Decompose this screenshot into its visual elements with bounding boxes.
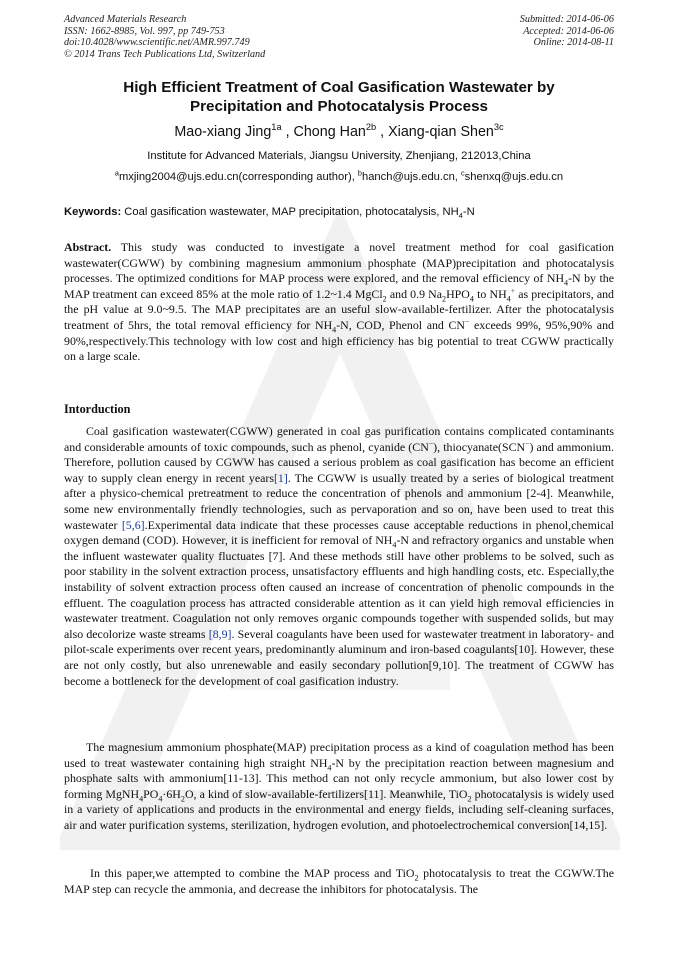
intro-paragraph-3: In this paper,we attempted to combine the MAP process and TiO$_2$ photocatalysis to treat the CGWW.The MAP step can recycle the ammonia, and decrease the inhibitors for photocatalysis. The: [64, 866, 614, 896]
author-3-mark: 3c: [493, 122, 504, 133]
author-3: Xiang-qian Shen: [388, 124, 494, 140]
intro-paragraph-2: The magnesium ammonium phosphate(MAP) precipitation process as a kind of coagulation method has been used to treat wastewater containing high straight $NH_4-N$ by the precipitation reaction between magnesium and phosphate salts with ammonium[11-13]. This method can not only recycle ammonium, but also lower cost by forming $MgNH_4PO_4\cdot 6H_2O$, a kind of slow-available-fertilizers[11]. Meanwhile, TiO$_2$ photocatalysis is widely used in a variety of applications and products in the environmental and energy fields, including self-cleaning surfaces, air and water purification systems, sterilization, hydrogen evolution, and photoelectrochemical conversion[14,15].: [64, 740, 614, 832]
keywords-label: Keywords:: [64, 206, 122, 218]
abstract-label: Abstract.: [64, 240, 112, 254]
abstract: Abstract. This study was conducted to investigate a novel treatment method for coal gasification wastewater(CGWW) by combining magnesium ammonium phosphate (MAP)precipitation and photocatalysis processes. The optimized conditions for MAP process were explored, and the removal efficiency of $NH_4-N$ by the MAP treatment can exceed 85% at the mole ratio of 1.2~1.4 MgCl$_2$ and 0.9 $Na_2HPO_4$ to $NH_4^+$ as precipitators, and the pH value at 9.0~9.5. The MAP precipitates are an useful slow-available-fertilizer. After the photocatalysis treatment of 5hrs, the total removal efficiency for $NH_4-N$, COD, Phenol and CN− exceeds 99%, 95%,90% and 90%,respectively.This technology with low cost and high efficiency has big potential to treat CGWW practically on a large scale.: [64, 240, 614, 364]
citation-link[interactable]: [8,9]: [208, 626, 232, 641]
paper-title: [64, 79, 614, 116]
journal-name: Advanced Materials Research: [64, 14, 187, 25]
citation-link[interactable]: [1]: [273, 470, 288, 485]
issn: ISSN: 1662-8985, Vol. 997, pp 749-753: [64, 25, 225, 37]
accepted-date: Accepted: 2014-06-06: [523, 25, 614, 37]
affiliation: Institute for Advanced Materials, Jiangsu University, Zhenjiang, 212013,China: [147, 150, 531, 162]
email-3: shenxq@ujs.edu.cn: [464, 171, 564, 183]
online-date: Online: 2014-08-11: [533, 37, 614, 49]
title-line-2: Precipitation and Photocatalysis Process: [190, 97, 488, 115]
author-1-mark: 1a: [271, 122, 282, 133]
dates-info: [520, 14, 614, 49]
email-2: hanch@ujs.edu.cn,: [361, 171, 462, 183]
intro-heading: Intorduction: [64, 402, 131, 416]
citation-link[interactable]: [5,6]: [121, 517, 145, 532]
doi: doi:10.4028/www.scientific.net/AMR.997.749: [64, 37, 250, 49]
author-2: Chong Han: [293, 124, 366, 140]
copyright: © 2014 Trans Tech Publications Ltd, Switzerland: [64, 48, 266, 60]
author-1: Mao-xiang Jing: [174, 124, 272, 140]
journal-info: [64, 14, 265, 60]
intro-paragraph-1: Coal gasification wastewater(CGWW) generated in coal gas purification contains complicated contaminants and considerable amounts of toxic compounds, such as phenol, cyanide (CN−), thiocyanate(SCN−) and ammonium. Therefore, pollution caused by CGWW has caused a serious problem as coal gasification has become an efficient way to supply clean energy in recent years[1]. The CGWW is usually treated by a series of biological treatment after a physico-chemical pretreatment to reduce the concentration of phenols and ammonium [2-4]. Meanwhile, some new environmentally friendly technologies, such as pervaporation and so on, have been used to treat this wastewater [5,6].Experimental data indicate that these processes cause acceptable reductions in phenol,chemical oxygen demand (COD). However, it is inefficient for removal of $NH_4-N$ and refractory organics and unstable when the influent wastewater quality fluctuates [7]. And these methods still have other problems to be solved, such as poor stability in the solvent extraction process, unsatisfactory effluents and high handling costs, etc. Especially,the instability of solvent extraction process often caused an increase of concentration of phenolic compounds in the effluent. The coagulation process has attracted considerable attention as it can yield high removal efficiencies in wastewater treatment. Coagulation not only removes organic compounds together with suspended solids, but may also decolorize waste streams [8,9]. Several coagulants have been used for wastewater treatment in laboratory- and pilot-scale experiments over recent years, predominantly aluminum and iron-based coagulants[10]. However, these are not only costly, but also unrenewable and easily secondary pollution[9,10]. The treatment of CGWW has become a bottleneck for the development of coal gasification industry.: [64, 424, 614, 688]
email-list: $^a$mxjing2004@ujs.edu.cn(corresponding author), $^b$hanch@ujs.edu.cn, $^c$shenxq@ujs.edu.cn: [114, 168, 564, 183]
email-1: mxjing2004@ujs.edu.cn(corresponding author),: [118, 171, 358, 183]
title-line-1: High Efficient Treatment of Coal Gasification Wastewater by: [123, 79, 555, 96]
keywords: Keywords: Coal gasification wastewater, MAP precipitation, photocatalysis, $NH_4-N$: [64, 206, 475, 221]
author-list: Mao-xiang Jing$^{1a}$ , Chong Han$^{2b}$ , Xiang-qian Shen$^{3c}$: [174, 122, 504, 140]
author-2-mark: 2b: [365, 122, 377, 133]
submitted-date: Submitted: 2014-06-06: [519, 14, 614, 25]
